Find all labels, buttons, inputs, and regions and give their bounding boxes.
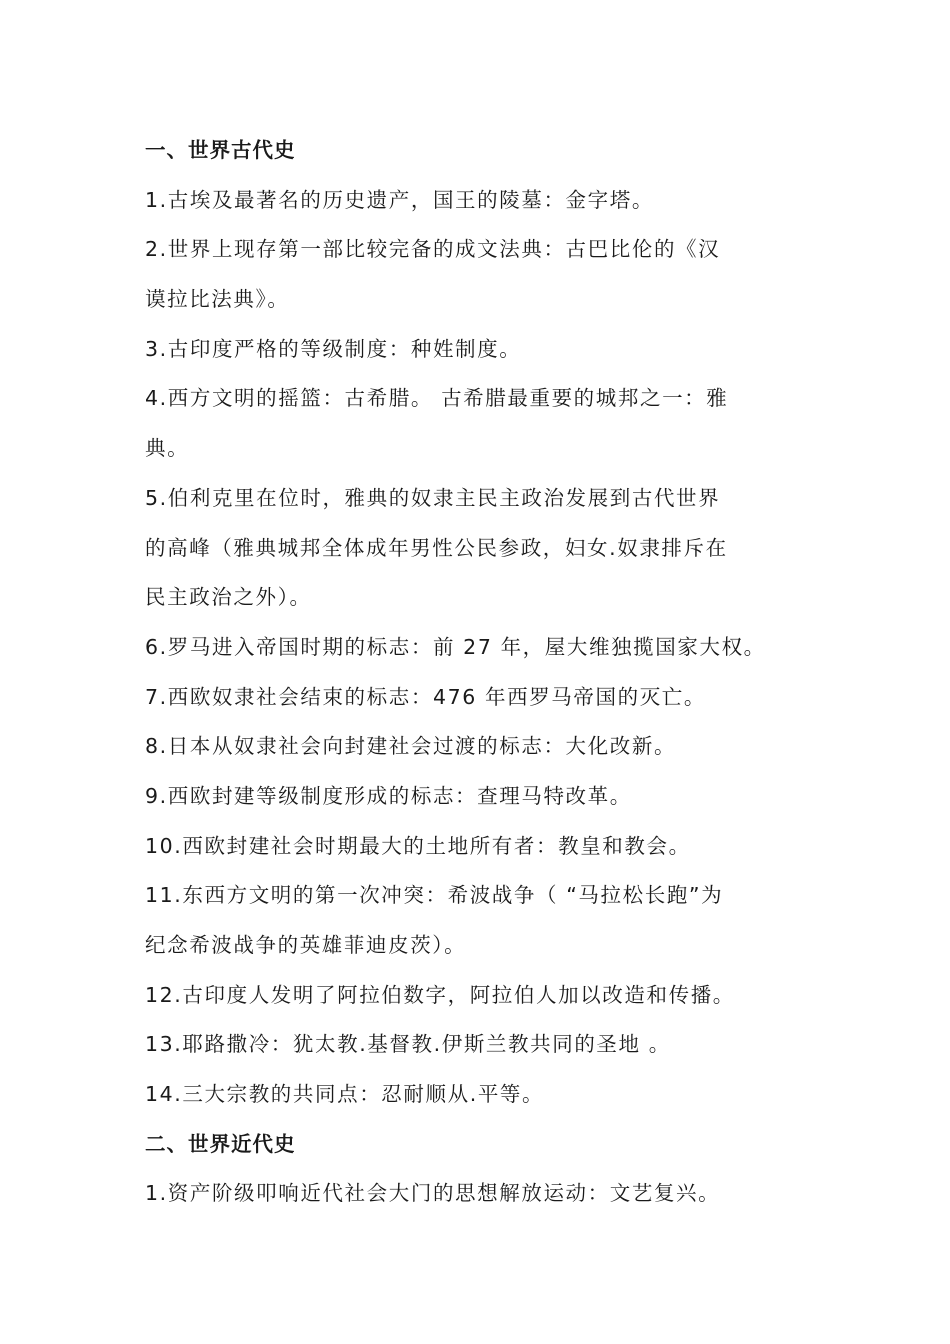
paragraph-line: 4.西方文明的摇篮：古希腊。 古希腊最重要的城邦之一：雅	[145, 386, 729, 411]
paragraph-line: 14.三大宗教的共同点：忍耐顺从.平等。	[145, 1082, 545, 1107]
paragraph-line: 2.世界上现存第一部比较完备的成文法典：古巴比伦的《汉	[145, 237, 721, 262]
paragraph-line: 9.西欧封建等级制度形成的标志：查理马特改革。	[145, 783, 632, 808]
document-body	[145, 126, 825, 1219]
paragraph-line: 12.古印度人发明了阿拉伯数字，阿拉伯人加以改造和传播。	[145, 982, 735, 1007]
paragraph-line: 11.东西方文明的第一次冲突：希波战争（ “马拉松长跑”为	[145, 883, 724, 908]
paragraph-line: 13.耶路撒冷：犹太教.基督教.伊斯兰教共同的圣地 。	[145, 1032, 671, 1057]
paragraph-line: 的高峰（雅典城邦全体成年男性公民参政，妇女.奴隶排斥在	[145, 535, 728, 560]
paragraph-line: 10.西欧封建社会时期最大的土地所有者：教皇和教会。	[145, 833, 691, 858]
paragraph-line: 3.古印度严格的等级制度：种姓制度。	[145, 336, 522, 361]
paragraph-line: 6.罗马进入帝国时期的标志：前 27 年，屋大维独揽国家大权。	[145, 634, 766, 659]
paragraph-line: 7.西欧奴隶社会结束的标志：476 年西罗马帝国的灭亡。	[145, 684, 707, 709]
paragraph-line: 1.资产阶级叩响近代社会大门的思想解放运动：文艺复兴。	[145, 1181, 721, 1206]
paragraph-line: 1.古埃及最著名的历史遗产，国王的陵墓：金字塔。	[145, 187, 654, 212]
paragraph-line: 5.伯利克里在位时，雅典的奴隶主民主政治发展到古代世界	[145, 485, 721, 510]
paragraph-line: 8.日本从奴隶社会向封建社会过渡的标志：大化改新。	[145, 734, 677, 759]
paragraph-line: 谟拉比法典》。	[145, 287, 290, 312]
paragraph-line: 典。	[145, 436, 190, 461]
section-heading: 一、世界古代史	[145, 138, 296, 162]
section-heading: 二、世界近代史	[145, 1131, 296, 1156]
paragraph-line: 纪念希波战争的英雄菲迪皮茨）。	[145, 933, 467, 957]
paragraph-line: 民主政治之外）。	[145, 585, 312, 610]
